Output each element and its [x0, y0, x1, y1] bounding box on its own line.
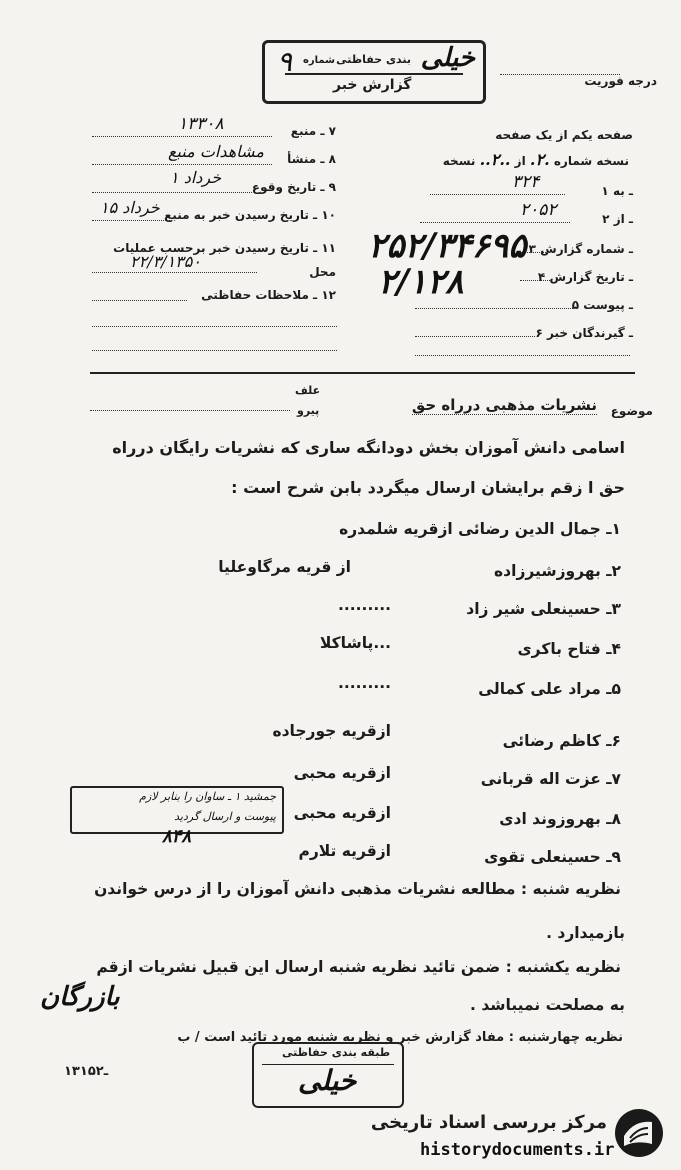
opinion-sunday-line-1: نظریه یکشنبه : ضمن تائید نظریه شنبه ارسال این قبیل نشریات ازقم	[96, 958, 621, 976]
student-7-village: ازقریه محبی	[293, 764, 391, 782]
left-field-8-label: ۸ ـ منشأ	[287, 152, 336, 166]
top-classification-stamp	[262, 40, 486, 104]
footer-code: ۱۳۱ـ۵۲	[64, 1064, 109, 1079]
student-4-name: ۴ـ فتاح باکری	[517, 640, 621, 658]
margin-note-line-2: پیوست و ارسال گردید	[174, 810, 276, 823]
student-9-village: ازقریه تلارم	[298, 842, 391, 860]
right-field-6: ۶ ـ گیرندگان خبر	[535, 326, 633, 340]
student-2-village: از قریه مرگاوعلیا	[218, 558, 351, 576]
student-8-name: ۸ـ بهروزوند ادی	[499, 810, 621, 828]
left-field-11-label: ۱۱ ـ تاریخ رسیدن خبر برحسب عملیات محل	[113, 241, 336, 279]
page-line: صفحه یکم از یک صفحه	[495, 128, 633, 142]
opinion-wednesday: نظریه چهارشنبه : مفاد گزارش خبر و نظریه شنبه مورد تائید است / ب	[177, 1030, 623, 1045]
student-1-name: ۱ـ جمال الدین رضائی ازقریه شلمدره	[339, 520, 621, 538]
student-9-name: ۹ـ حسینعلی تقوی	[484, 848, 621, 866]
left-field-12-label: ۱۲ ـ ملاحظات حفاظتی	[201, 288, 336, 302]
subject-annot-top: علف	[295, 384, 321, 397]
right-field-1-value: ۳۲۴	[512, 172, 540, 192]
right-field-3: ۳ ـ شماره گزارش	[528, 242, 633, 256]
subject-label: موضوع	[610, 404, 653, 418]
watermark-url: historydocuments.ir	[420, 1140, 615, 1160]
subject-annot-bottom: پیرو	[297, 404, 320, 417]
intro-line-1: اسامی دانش آموزان بخش دودانگه ساری که نشریات رایگان درراه	[112, 438, 625, 457]
student-7-name: ۷ـ عزت اله قربانی	[480, 770, 621, 788]
left-field-7-value: ۱۳۳۰۸	[178, 114, 224, 134]
student-6-name: ۶ـ کاظم رضائی	[502, 732, 621, 750]
margin-note-line-1: جمشید ۱ ـ ساوان را بنابر لازم	[139, 790, 276, 803]
subject-text: نشریات مذهبی درراه حق	[411, 396, 597, 414]
header-divider	[90, 372, 635, 374]
opinion-saturday-line-2: بازمیدارد .	[546, 924, 625, 942]
left-field-10-value: ۱۵ خرداد	[100, 198, 160, 217]
stamp-number-value: ۹	[277, 45, 293, 78]
left-field-9-value: ۱ خرداد	[170, 168, 222, 187]
intro-line-2: حق ا زقم برایشان ارسال میگردد بابن شرح است :	[231, 478, 625, 497]
left-field-9-label: ۹ ـ تاریخ وقوع	[251, 180, 336, 194]
left-field-8-value: مشاهدات منبع	[168, 142, 264, 161]
bottom-stamp-classification: طبقه بندی حفاظتی	[282, 1046, 391, 1059]
watermark-logo-icon	[612, 1106, 666, 1160]
priority-label: درجه فوریت	[584, 74, 657, 88]
right-field-4: ۴ ـ تاریخ گزارش	[537, 270, 633, 284]
right-field-1: ۱ ـ به	[601, 184, 633, 198]
bottom-classification-stamp	[252, 1042, 404, 1108]
student-6-village: ازقریه جورجاده	[272, 722, 391, 740]
student-2-name: ۲ـ بهروزشیرزاده	[494, 562, 621, 580]
left-field-11-value: ۲۲/۳/۱۳۵۰	[130, 252, 201, 271]
right-field-2-value: ۲۰۵۲	[520, 200, 557, 220]
bottom-stamp-handwritten: خیلی	[298, 1064, 357, 1097]
handwritten-report-date: ۲/۱۲۸	[378, 262, 464, 302]
student-3-name: ۳ـ حسینعلی شیر زاد	[466, 600, 621, 618]
student-4-village: ...پاشاکلا	[319, 634, 391, 652]
stamp-number-label: شماره	[303, 55, 335, 66]
opinion-sunday-line-2: به مصلحت نمیباشد .	[470, 996, 625, 1014]
handwritten-report-number: ۲۵۲/۳۴۶۹۵	[368, 226, 527, 266]
left-field-7-label: ۷ ـ منبع	[290, 124, 336, 138]
handwritten-signature: بازرگان	[40, 982, 120, 1012]
student-5-village: .........	[338, 674, 391, 692]
margin-note-number: ۸۴۸	[162, 826, 192, 847]
stamp-handwritten-word: خیلی	[420, 43, 475, 73]
opinion-saturday-line-1: نظریه شنبه : مطالعه نشریات مذهبی دانش آموزان را از درس خواندن	[94, 880, 621, 898]
stamp-classification: بندی حفاظتی	[336, 53, 411, 66]
left-field-10-label: ۱۰ ـ تاریخ رسیدن خبر به منبع	[164, 208, 336, 222]
student-3-village: .........	[338, 596, 391, 614]
right-field-5: ۵ ـ پیوست	[571, 298, 633, 312]
student-5-name: ۵ـ مراد علی کمالی	[478, 680, 621, 698]
copy-line: نسخه شماره .۲. از ..۲.. نسخه	[442, 150, 629, 169]
report-title: گزارش خبر	[333, 77, 412, 93]
student-8-village: ازقریه محبی	[293, 804, 391, 822]
watermark-title: مرکز بررسی اسناد تاریخی	[370, 1112, 607, 1133]
right-field-2: ۲ ـ از	[602, 212, 633, 226]
